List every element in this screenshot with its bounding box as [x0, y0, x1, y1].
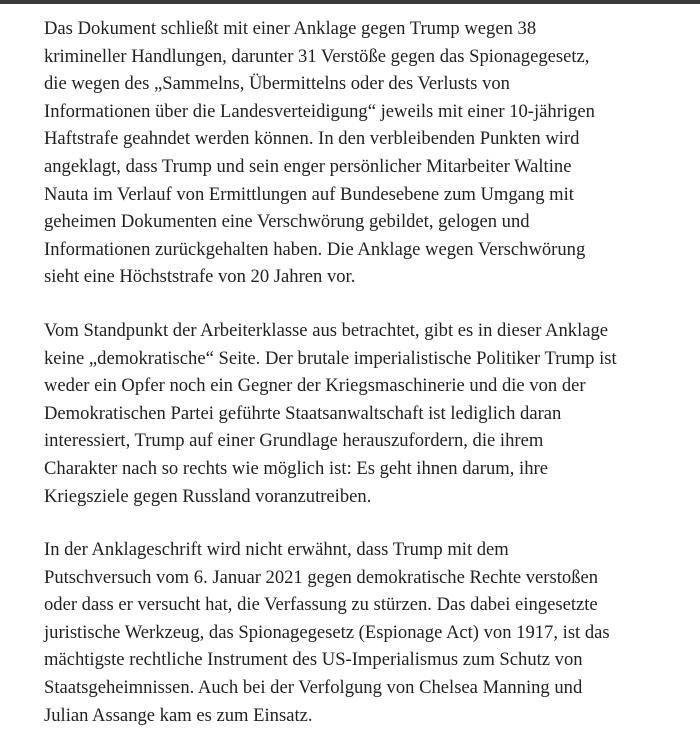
- text-line: geheimen Dokumenten eine Verschwörung gebildet, gelogen und: [44, 211, 530, 233]
- paragraph-3: [44, 536, 680, 729]
- paragraph-2: [44, 317, 680, 510]
- text-line: Julian Assange kam es zum Einsatz.: [44, 704, 313, 726]
- paragraph-1: [44, 15, 680, 291]
- text-line: interessiert, Trump auf einer Grundlage herauszufordern, die ihrem: [44, 430, 544, 452]
- text-line: Staatsgeheimnissen. Auch bei der Verfolgung von Chelsea Manning und: [44, 677, 583, 699]
- text-line: Nauta im Verlauf von Ermittlungen auf Bundesebene zum Umgang mit: [44, 183, 574, 205]
- text-line: weder ein Opfer noch ein Gegner der Kriegsmaschinerie und die von der: [44, 375, 586, 397]
- text-line: oder dass er versucht hat, die Verfassung zu stürzen. Das dabei eingesetzte: [44, 594, 598, 616]
- text-line: Putschversuch vom 6. Januar 2021 gegen demokratische Rechte verstoßen: [44, 566, 599, 588]
- text-line: Haftstrafe geahndet werden können. In den verbleibenden Punkten wird: [44, 128, 580, 150]
- text-line: Informationen zurückgehalten haben. Die Anklage wegen Verschwörung: [44, 238, 586, 260]
- text-line: Demokratischen Partei geführte Staatsanwaltschaft ist lediglich daran: [44, 402, 562, 424]
- text-line: sieht eine Höchststrafe von 20 Jahren vor.: [44, 266, 356, 288]
- text-line: Das Dokument schließt mit einer Anklage gegen Trump wegen 38: [44, 18, 537, 39]
- text-line: Kriegsziele gegen Russland voranzutreiben.: [44, 485, 372, 507]
- text-line: die wegen des „Sammelns, Übermittelns oder des Verlusts von: [44, 73, 510, 95]
- text-line: mächtigste rechtliche Instrument des US-Imperialismus zum Schutz von: [44, 649, 583, 671]
- text-line: keine „demokratische“ Seite. Der brutale imperialistische Politiker Trump ist: [44, 347, 617, 369]
- article-body: [44, 15, 680, 755]
- text-line: krimineller Handlungen, darunter 31 Verstöße gegen das Spionagegesetz,: [44, 45, 590, 67]
- text-line: In der Anklageschrift wird nicht erwähnt, dass Trump mit dem: [44, 539, 509, 561]
- text-line: angeklagt, dass Trump und sein enger persönlicher Mitarbeiter Waltine: [44, 155, 572, 177]
- text-line: Informationen über die Landesverteidigung“ jeweils mit einer 10-jährigen: [44, 100, 595, 122]
- text-line: Vom Standpunkt der Arbeiterklasse aus betrachtet, gibt es in dieser Anklage: [44, 319, 609, 341]
- top-border-bar: [0, 0, 700, 4]
- text-line: Charakter nach so rechts wie möglich ist: Es geht ihnen darum, ihre: [44, 457, 548, 479]
- text-line: juristische Werkzeug, das Spionagegesetz (Espionage Act) von 1917, ist das: [44, 621, 610, 643]
